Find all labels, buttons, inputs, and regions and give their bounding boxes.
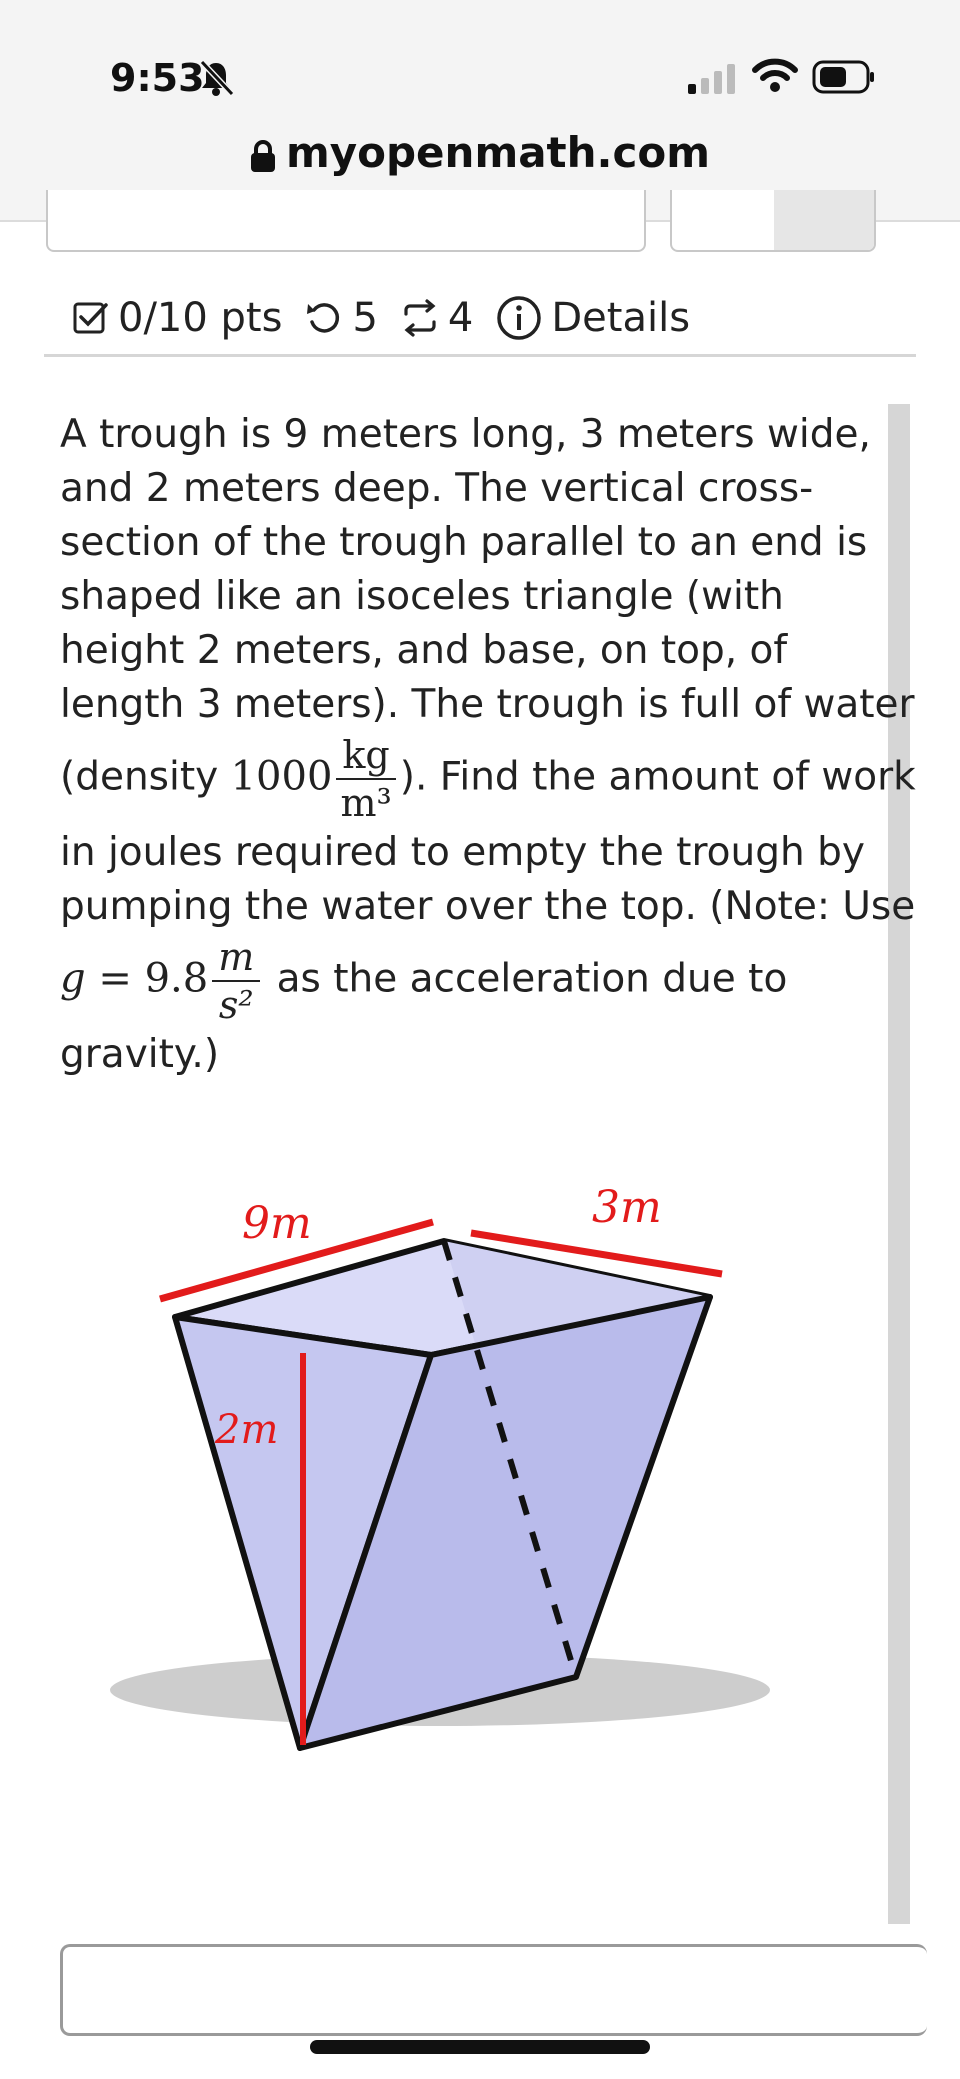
regenerate-icon <box>400 298 440 338</box>
info-divider <box>44 354 916 357</box>
site-url: myopenmath.com <box>286 128 710 177</box>
density-unit-denominator: m³ <box>340 781 392 825</box>
gravity-formula <box>60 956 208 1002</box>
question-text-part-3: as the acceleration due to gravity.) <box>60 956 788 1077</box>
muted-bell-icon <box>196 58 236 98</box>
retries-group <box>304 295 377 341</box>
versions-group <box>400 295 473 341</box>
score-group <box>72 295 282 341</box>
width-label: 3m <box>592 1182 662 1233</box>
cellular-signal-icon <box>688 62 738 96</box>
details-button[interactable] <box>495 294 690 342</box>
gravity-value: 9.8 <box>144 955 209 1002</box>
address-bar[interactable] <box>0 128 960 177</box>
versions-count: 4 <box>447 295 474 341</box>
trough-diagram <box>50 1170 850 1790</box>
density-unit-numerator: kg <box>336 732 395 780</box>
wifi-icon <box>752 58 798 94</box>
checkbox-icon <box>72 299 110 337</box>
info-icon <box>495 294 543 342</box>
details-label: Details <box>551 295 691 341</box>
gravity-symbol: g <box>60 955 86 1002</box>
question-text-part-2: ). Find the amount of work in joules required to empty the trough by pumping the water over the top. (Note: Use <box>60 754 916 929</box>
clock-time: 9:53 <box>110 56 205 100</box>
answer-input[interactable] <box>60 1944 927 2036</box>
question-info-row <box>72 290 712 346</box>
depth-label: 2m <box>215 1407 279 1453</box>
question-text <box>60 408 920 1082</box>
gravity-unit-numerator: m <box>212 934 260 982</box>
gravity-unit-denominator: s² <box>218 983 254 1027</box>
retry-icon <box>304 298 344 338</box>
gravity-unit <box>212 934 260 1028</box>
home-indicator[interactable] <box>310 2040 650 2054</box>
previous-answer-field[interactable] <box>46 190 646 252</box>
question-text-part-1: A trough is 9 meters long, 3 meters wide, and 2 meters deep. The vertical cross-section of the trough parallel to an end is shaped like an isoceles triangle (with height 2 meters, and base, on top, of length 3 meters). The trough is full of water (density <box>60 412 915 800</box>
browser-status-bar <box>0 0 960 220</box>
previous-action-segment[interactable] <box>774 190 874 250</box>
battery-icon <box>812 60 876 94</box>
equals-sign: = <box>98 955 132 1002</box>
previous-action-buttons[interactable] <box>670 190 876 252</box>
length-label: 9m <box>242 1198 312 1249</box>
question-paragraph <box>60 408 920 1082</box>
density-value: 1000 <box>230 753 333 800</box>
retries-count: 5 <box>352 295 378 341</box>
score-text: 0/10 pts <box>118 295 283 341</box>
lock-icon <box>250 139 276 173</box>
density-unit <box>336 732 395 826</box>
